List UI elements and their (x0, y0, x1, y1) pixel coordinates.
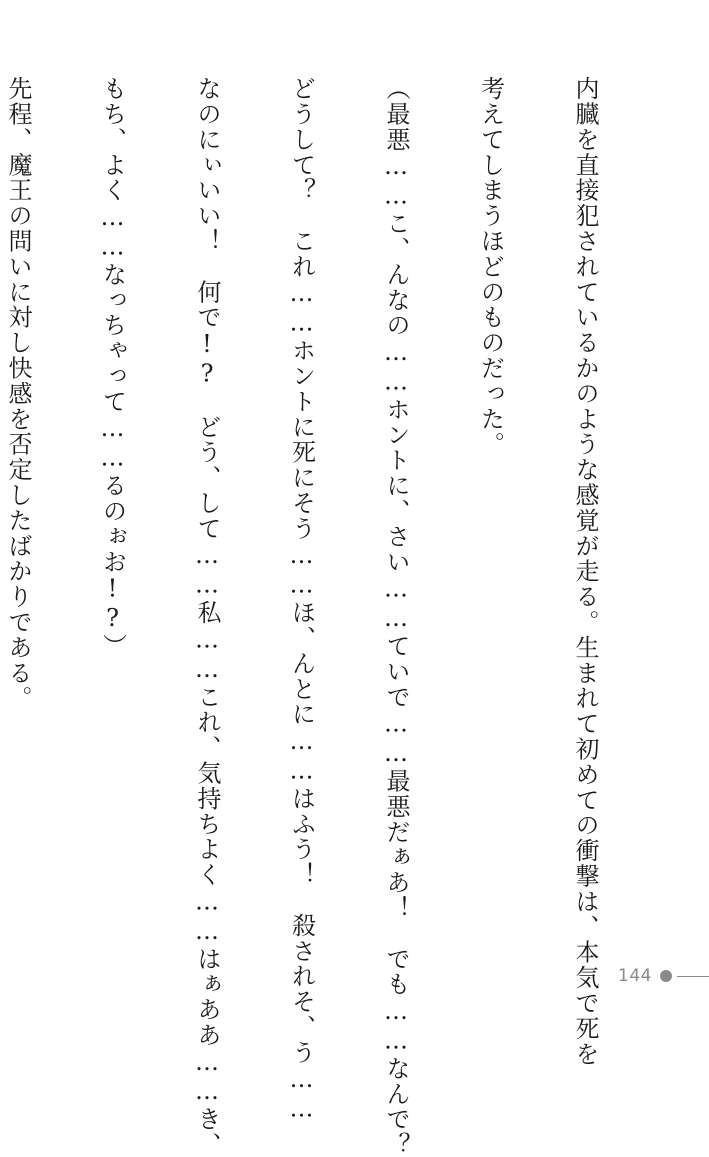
novel-text-block (0, 76, 657, 1157)
text-line-6: もち、よく……なっちゃって……るのぉお!?） (98, 76, 127, 659)
page-marker-dot (660, 970, 672, 982)
text-line-7: 先程、魔王の問いに対し快感を否定したばかりである。 (4, 76, 32, 711)
page-marker-rule (677, 976, 709, 977)
text-line-5: なのにぃいい！ 何で!? どう、して……私……これ、気持ちよく……はぁああ……き、 (193, 76, 221, 1157)
page-footer (618, 966, 709, 986)
text-line-2: 考えてしまうほどのものだった。 (476, 76, 505, 457)
text-line-1: 内臓を直接犯されているかのような感覚が走る。生まれて初めての衝撃は、本気で死を (571, 76, 599, 1067)
page-number: 144 (618, 966, 652, 986)
text-line-4: どうして？ これ……ホントに死にそう……ほ、んとに……はふう！ 殺されそ、う…… (287, 76, 316, 1124)
text-line-3: （最悪……こ、んなの……ホントに、さい……ていで……最悪だぁあ！ でも……なんで？ (382, 76, 410, 1157)
